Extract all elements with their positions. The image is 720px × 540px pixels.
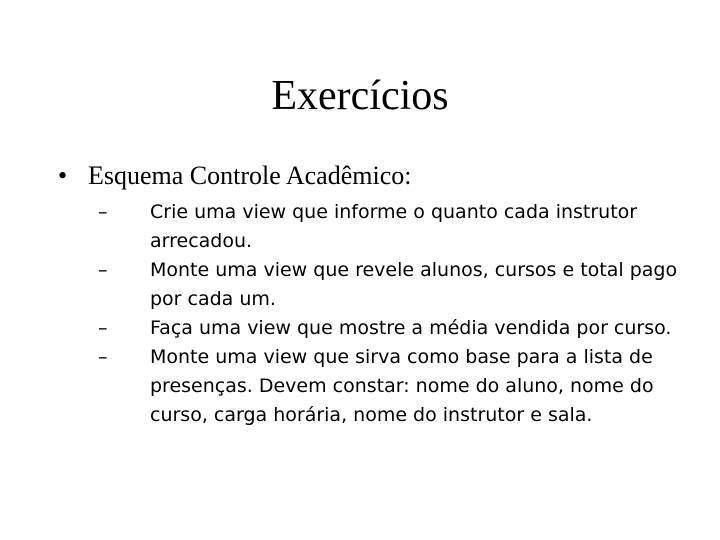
- slide-title: Exercícios: [271, 73, 449, 119]
- bullet-list: [58, 160, 698, 430]
- sub-item: [88, 256, 690, 314]
- sub-item: [88, 314, 690, 343]
- sub-dash-marker: –: [98, 259, 108, 281]
- sub-list: [88, 198, 698, 430]
- bullet-text: Esquema Controle Acadêmico:: [88, 161, 412, 190]
- sub-dash-marker: –: [98, 346, 108, 368]
- sub-item: [88, 198, 690, 256]
- sub-dash-marker: –: [98, 317, 108, 339]
- sub-item-text: Faça uma view que mostre a média vendida por curso.: [150, 317, 672, 339]
- sub-dash-marker: –: [98, 201, 108, 223]
- sub-item: [88, 343, 690, 430]
- bullet-item: [58, 160, 698, 430]
- bullet-marker: •: [58, 161, 68, 190]
- sub-item-text: Crie uma view que informe o quanto cada instrutor arrecadou.: [150, 201, 638, 252]
- sub-item-text: Monte uma view que revele alunos, cursos e total pago por cada um.: [150, 259, 678, 310]
- sub-item-text: Monte uma view que sirva como base para a lista de presenças. Devem constar: nome do aluno, nome do curso, carga horária, nome do instrutor e sala.: [150, 346, 654, 426]
